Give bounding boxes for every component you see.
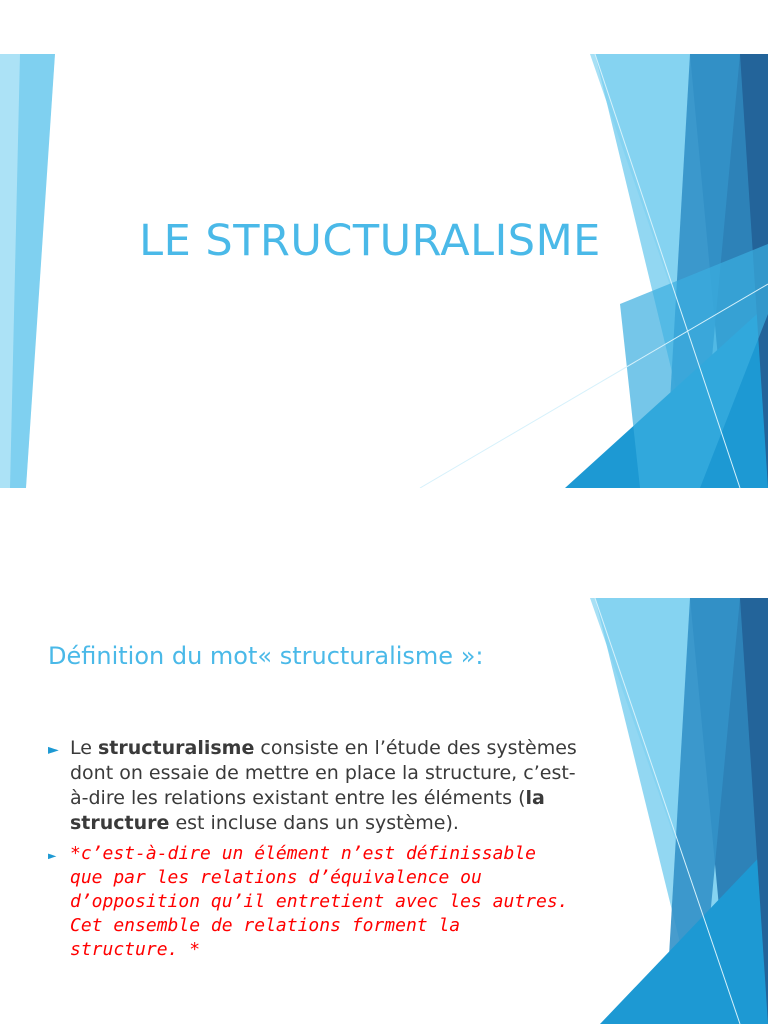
bold-term: la structure [70,787,545,834]
bold-term: structuralisme [97,737,255,759]
bullet-item: ► Le structuralisme consiste en l’étude des systèmes dont on essaie de mettre en place la structure, c’est-à-dire les relations existant entre les éléments (la structure est incluse dans un système). [48,737,577,834]
bullet-arrow-icon: ► [48,848,57,864]
bullet-arrow-icon: ► [48,742,59,758]
slide-decoration [0,54,768,488]
title-slide [0,54,768,488]
bullet-item-quote: ► *c’est-à-dire un élément n’est définissable que par les relations d’équivalence ou d’opposition qu’il entretient avec les autres. Cet ensemble de relations forment la structure. * [48,843,569,960]
bullet-list [48,736,578,968]
slide-title: LE STRUCTURALISME [139,216,601,266]
definition-slide [0,598,768,1024]
slide-heading: Définition du mot« structuralisme »: [48,642,484,670]
